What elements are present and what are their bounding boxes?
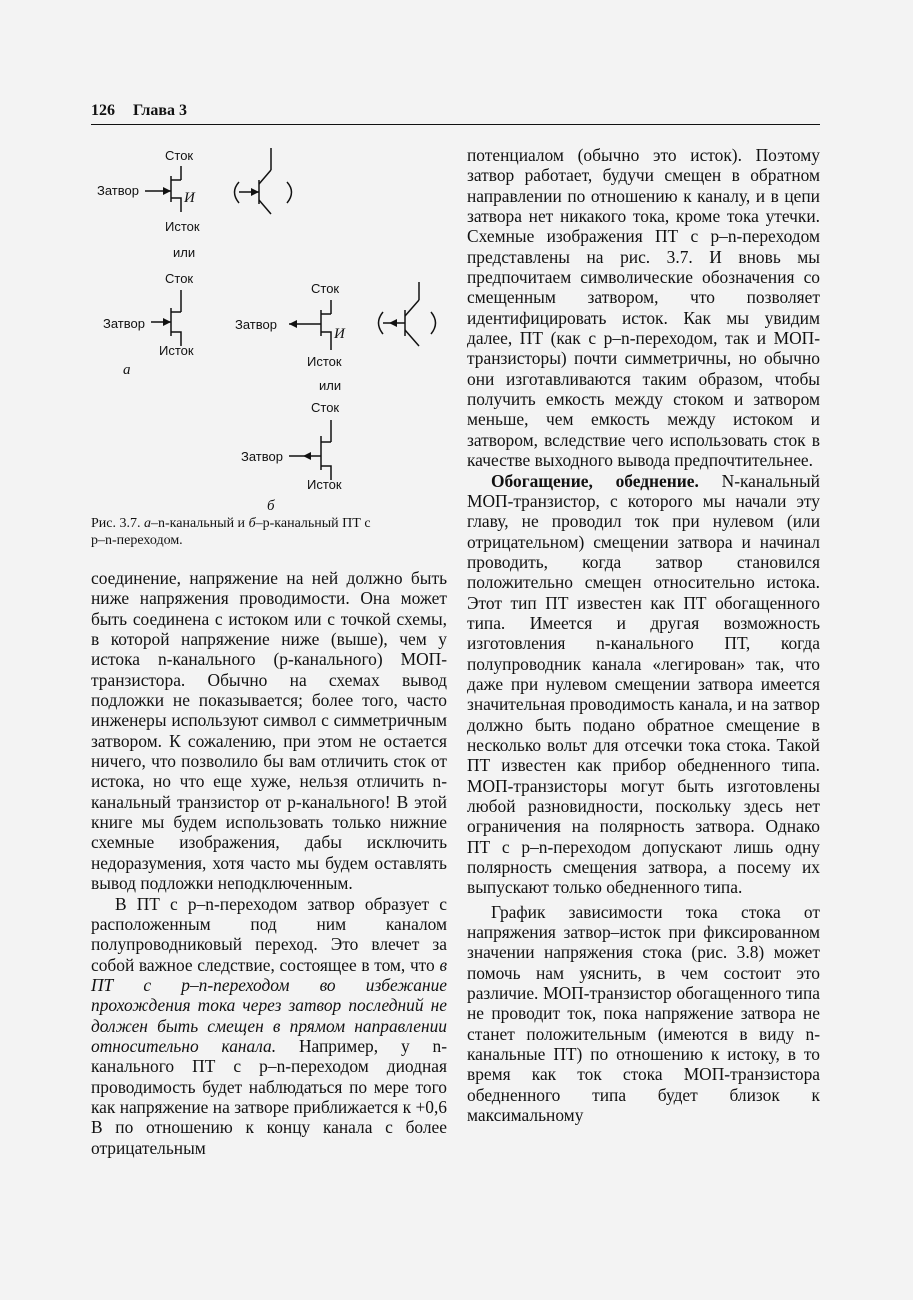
chapter-title: Глава 3 xyxy=(133,102,187,119)
label-gate: Затвор xyxy=(97,183,139,198)
left-paragraph-1: соединение, напряжение на ней должно быть ниже напряжения проводимости. Она может быть соединена с истоком или с точкой схемы, в которой напряжение ниже (выше), чем у истока n-канального (p-канального) МОП-транзистора. Обычно на схемах вывод подложки не показывается; более того, часто инженеры используют символ с симметричным затвором. К сожалению, при этом не остается ничего, что позволило бы вам отличить сток от истока, но что еще хуже, нельзя отличить n-канальный транзистор от p-канального! В этой книге мы будем использовать только нижние схемные изображения, дабы исключить недоразумения, хотя часто мы будем оставлять вывод подложки неподключенным. xyxy=(91,568,447,894)
left-p2-italic: в ПТ с p–n-переходом во избежание прохождения тока через затвор последний не должен быть смещен в прямом направлении относительно канала. xyxy=(91,954,447,1056)
page-number: 126 xyxy=(91,102,115,119)
label-source: Исток xyxy=(165,219,200,234)
p-channel-symbol-offset xyxy=(235,281,346,369)
caption-line2: p–n-переходом. xyxy=(91,533,183,548)
label-drain: Сток xyxy=(165,271,194,286)
left-column xyxy=(91,568,447,1158)
left-p2-start: В ПТ с p–n-переходом затвор образует с расположенным под ним каналом полупроводниковый переход. Это влечет за собой важное следствие, состоящее в том, что xyxy=(91,893,447,975)
n-channel-symbol-offset xyxy=(97,148,200,234)
label-part-a: а xyxy=(123,362,131,378)
n-channel-symbol-symmetric xyxy=(103,271,194,358)
label-gate: Затвор xyxy=(241,449,283,464)
label-gate: Затвор xyxy=(235,317,277,332)
label-drain: Сток xyxy=(311,281,340,296)
left-paragraph-2 xyxy=(91,894,447,1158)
p-channel-symbol-symmetric xyxy=(241,400,342,492)
caption-fig: Рис. 3.7. xyxy=(91,516,141,531)
right-paragraph-3: График зависимости тока стока от напряжения затвор–исток при фиксированном значении напряжения стока (рис. 3.8) может помочь нам уяснить, в чем состоит это различие. МОП-транзистор обогащенного типа не проводит ток, пока напряжение затвора не станет положительным (имеются в виду n-канальные ПТ) по отношению к истоку, в то время как ток стока МОП-транзистора обедненного типа будет близок к максимальному xyxy=(467,901,820,1126)
figure-3-7 xyxy=(91,140,451,515)
label-source: Исток xyxy=(307,354,342,369)
right-column xyxy=(467,145,820,1126)
section-heading: Обогащение, обеднение. xyxy=(491,470,699,491)
label-or-a: или xyxy=(173,245,196,260)
figure-caption xyxy=(91,515,447,549)
bjt-like-symbol-a xyxy=(235,148,292,214)
left-p2-end: Например, у n-канального ПТ с p–n-переходом диодная проводимость будет наблюдаться по мере того как напряжение на затворе приближается к +0,6 В по отношению к концу канала с более отрицательным xyxy=(91,1035,447,1158)
label-i: И xyxy=(184,190,195,206)
label-i: И xyxy=(334,326,345,342)
label-or-b: или xyxy=(319,378,342,393)
caption-part-b: б xyxy=(248,516,256,531)
label-drain: Сток xyxy=(165,148,194,163)
page-header xyxy=(91,102,820,120)
caption-p-channel: –p-канальный ПТ с xyxy=(255,516,371,531)
right-paragraph-1: потенциалом (обычно это исток). Поэтому затвор работает, будучи смещен в обратном направлении по отношению к каналу, и в цепи затвора нет никакого тока, кроме тока утечки. Схемные изображения ПТ с p–n-переходом представлены на рис. 3.7. И вновь мы предпочитаем символические обозначения со смещенным затвором, что позволяет идентифицировать исток. Как мы увидим далее, ПТ (как с p–n-переходом, так и МОП-транзисторы) почти симметричны, но обычно они изготавливаются таким образом, чтобы получить емкость между стоком и затвором меньше, чем емкость между истоком и затвором, вследствие чего использовать сток в качестве выходного вывода предпочтительнее. xyxy=(467,145,820,471)
label-source: Исток xyxy=(307,477,342,492)
right-paragraph-2 xyxy=(467,471,820,898)
label-source: Исток xyxy=(159,343,194,358)
caption-part-a: а xyxy=(144,516,151,531)
caption-n-channel: –n-канальный и xyxy=(151,516,246,531)
label-gate: Затвор xyxy=(103,316,145,331)
header-rule xyxy=(91,124,820,125)
label-part-b: б xyxy=(267,498,275,514)
label-drain: Сток xyxy=(311,400,340,415)
bjt-like-symbol-b xyxy=(379,282,436,346)
right-p2-text: N-канальный МОП-транзистор, с которого мы начали эту главу, не проводил ток при нулевом (или отрицательном) смещении затвора и начинал проводить, когда затвор становился положительно смещен относительно истока. Этот тип ПТ известен как ПТ обогащенного типа. Имеется и другая возможность изготовления n-канального ПТ, когда полупроводник канала «легирован» так, что даже при нулевом смещении затвора имеется значительная проводимость канала, и на затвор должно быть подано обратное смещение в несколько вольт для отсечки тока стока. Такой ПТ известен как прибор обедненного типа. МОП-транзисторы могут быть изготовлены любой разновидности, поскольку здесь нет ограничения на полярность затвора. Однако ПТ с p–n-переходом допускают лишь одну полярность смещения затвора, а посему их выпускают только обедненного типа. xyxy=(467,470,820,898)
